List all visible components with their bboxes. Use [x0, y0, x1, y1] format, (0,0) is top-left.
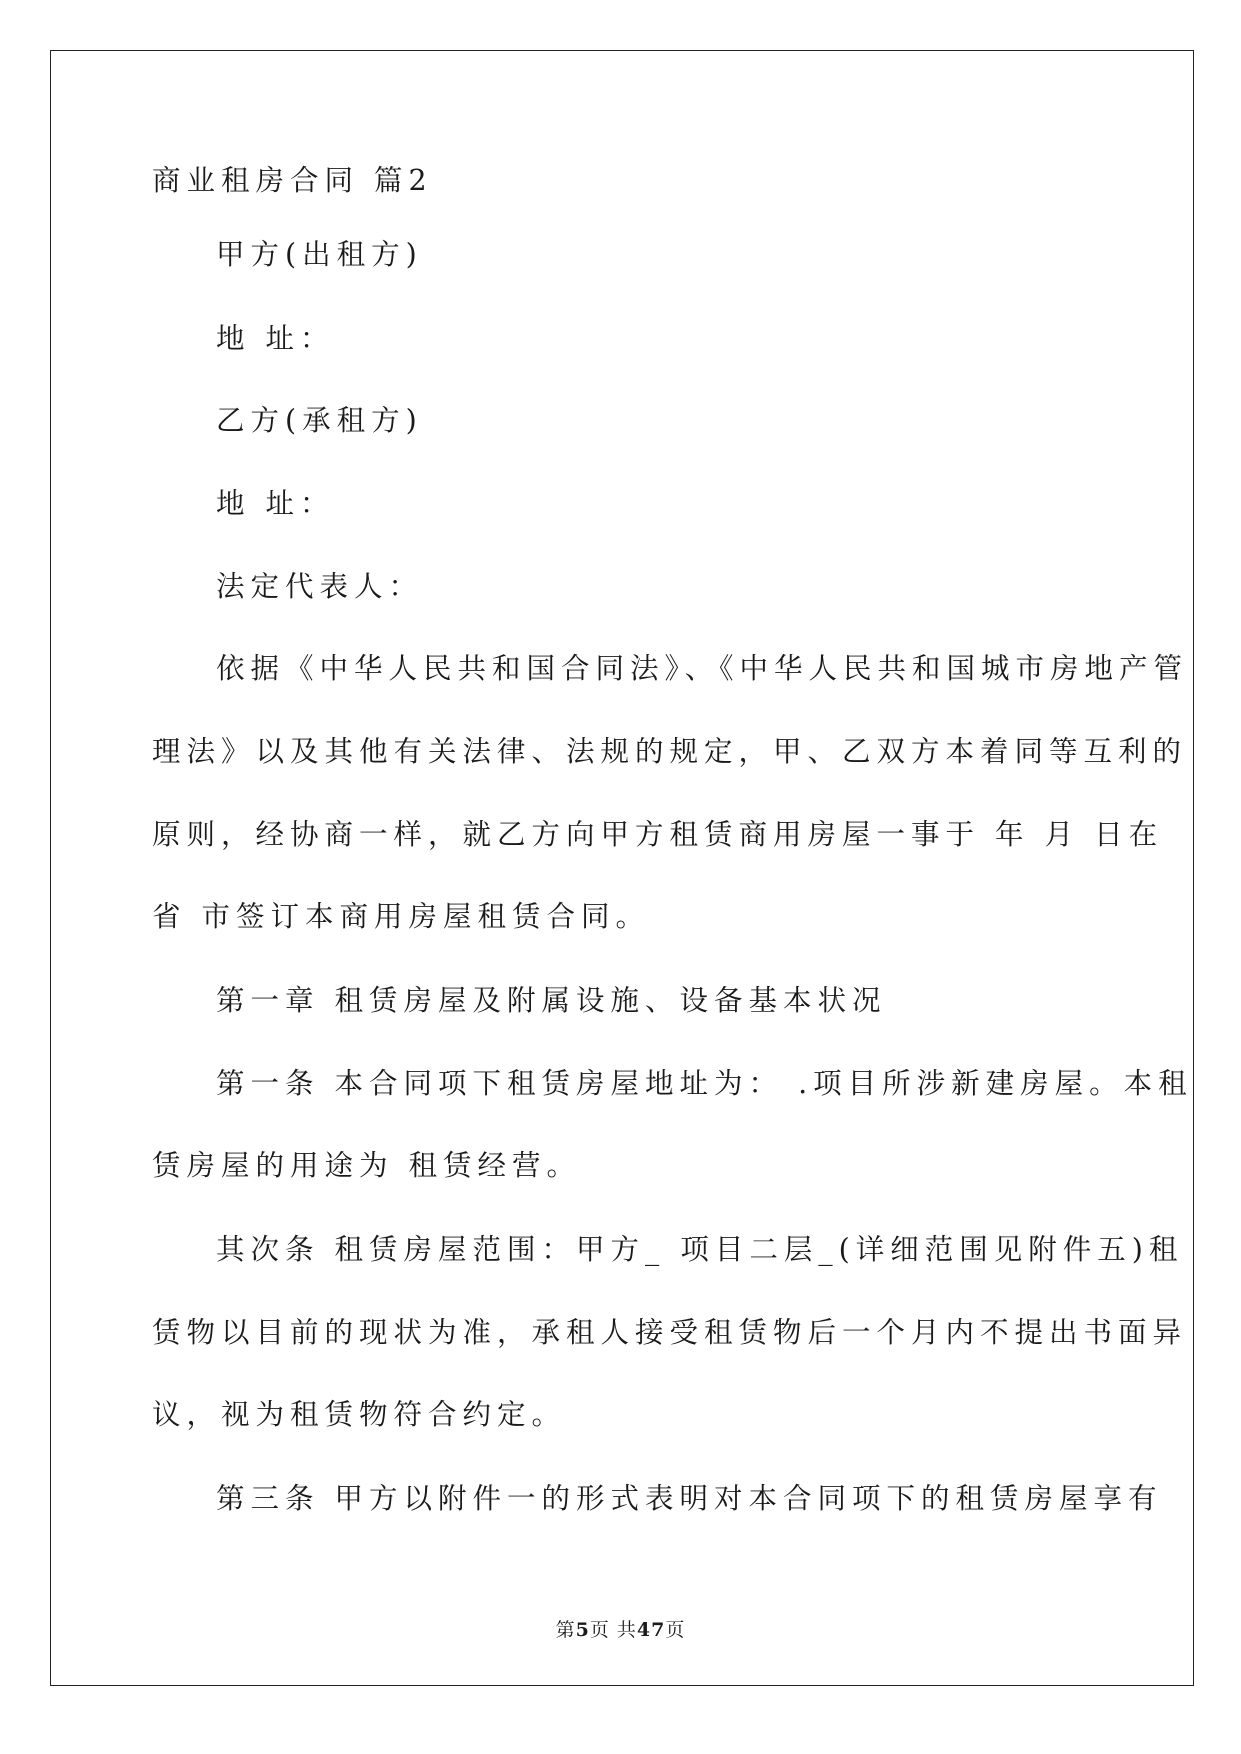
footer-total-pages: 47 [636, 1619, 666, 1641]
document-line: 其次条 租赁房屋范围：甲方_ 项目二层_(详细范围见附件五)租 [216, 1233, 1184, 1266]
page-footer [0, 1615, 1241, 1642]
footer-prefix: 第 [555, 1619, 576, 1641]
document-line: 地 址： [216, 322, 335, 355]
document-line: 省 市签订本商用房屋租赁合同。 [152, 900, 651, 933]
document-line: 第一章 租赁房屋及附属设施、设备基本状况 [216, 984, 887, 1017]
document-line: 第一条 本合同项下租赁房屋地址为： .项目所涉新建房屋。本租 [216, 1067, 1193, 1100]
document-line: 地 址： [216, 487, 335, 520]
document-line: 依据《中华人民共和国合同法》、《中华人民共和国城市房地产管 [216, 652, 1189, 685]
page-border [50, 50, 1194, 1686]
footer-mid: 页 共 [589, 1619, 637, 1641]
footer-page-number: 5 [575, 1619, 590, 1641]
document-line: 议，视为租赁物符合约定。 [152, 1398, 567, 1431]
document-line: 赁物以目前的现状为准，承租人接受租赁物后一个月内不提出书面异 [152, 1316, 1188, 1349]
document-title: 商业租房合同 篇2 [152, 164, 433, 197]
document-line: 理法》以及其他有关法律、法规的规定，甲、乙双方本着同等互利的 [152, 735, 1188, 768]
document-line: 甲方(出租方) [216, 238, 423, 271]
document-line: 第三条 甲方以附件一的形式表明对本合同项下的租赁房屋享有 [216, 1482, 1163, 1515]
document-line: 赁房屋的用途为 租赁经营。 [152, 1149, 582, 1182]
document-line: 乙方(承租方) [216, 404, 423, 437]
document-line: 法定代表人： [216, 570, 424, 603]
document-line: 原则，经协商一样，就乙方向甲方租赁商用房屋一事于 年 月 日在 [152, 818, 1164, 851]
footer-suffix: 页 [665, 1619, 686, 1641]
